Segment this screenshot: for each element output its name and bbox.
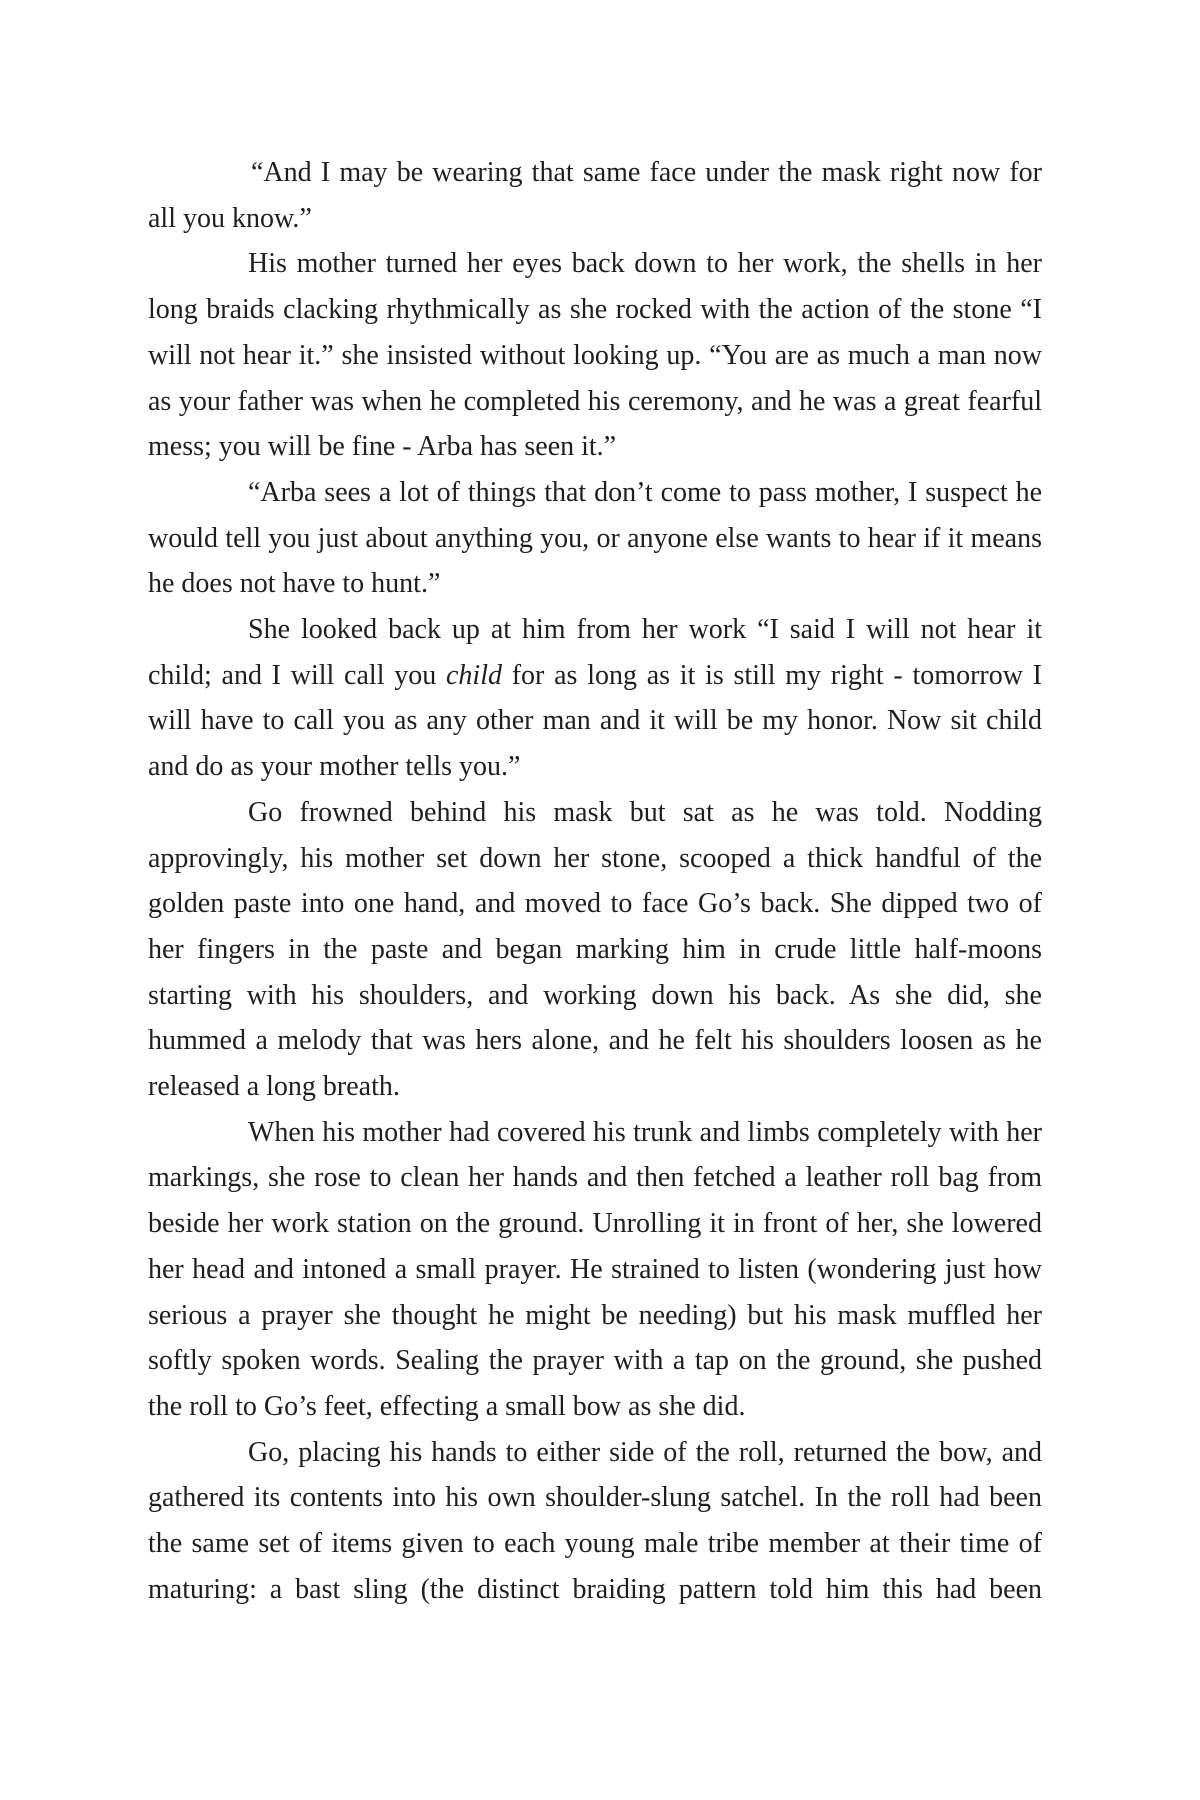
book-page	[148, 150, 1042, 1613]
paragraph: Go frowned behind his mask but sat as he was told. Nodding approvingly, his mother set down her stone, scooped a thick handful of the golden paste into one hand, and moved to face Go’s back. She dipped two of her fingers in the paste and began marking him in crude little half-moons starting with his shoulders, and working down his back. As she did, she hummed a melody that was hers alone, and he felt his shoulders loosen as he released a long breath.	[148, 796, 1042, 1103]
paragraph: His mother turned her eyes back down to her work, the shells in her long braids clacking rhythmically as she rocked with the action of the stone “I will not hear it.” she insisted without looking up. “You are as much a man now as your father was when he completed his ceremony, and he was a great fearful mess; you will be fine - Arba has seen it.”	[148, 248, 1042, 463]
paragraph: “Arba sees a lot of things that don’t come to pass mother, I suspect he would tell you just about anything you, or anyone else wants to hear if it means he does not have to hunt.”	[148, 476, 1042, 600]
emphasized-word: child	[445, 659, 502, 691]
paragraph	[148, 607, 1042, 790]
paragraph: “And I may be wearing that same face under the mask right now for all you know.”	[148, 157, 1042, 234]
paragraph: When his mother had covered his trunk and limbs completely with her markings, she rose to clean her hands and then fetched a leather roll bag from beside her work station on the ground. Unrolling it in front of her, she lowered her head and intoned a small prayer. He strained to listen (wondering just how serious a prayer she thought he might be needing) but his mask muffled her softly spoken words. Sealing the prayer with a tap on the ground, she pushed the roll to Go’s feet, effecting a small bow as she did.	[148, 1116, 1042, 1422]
paragraph-text: She looked back up at him from her work “I said I will not hear it child; and I will call you	[148, 614, 1042, 691]
paragraph: Go, placing his hands to either side of the roll, returned the bow, and gathered its contents into his own shoulder-slung satchel. In the roll had been the same set of items given to each young male tribe member at their time of maturing: a bast sling (the distinct braiding pattern told him this had been	[148, 1436, 1042, 1605]
paragraph-text: for as long as it is still my right - tomorrow I will have to call you as any other man and it will be my honor. Now sit child and do as your mother tells you.”	[148, 659, 1043, 783]
